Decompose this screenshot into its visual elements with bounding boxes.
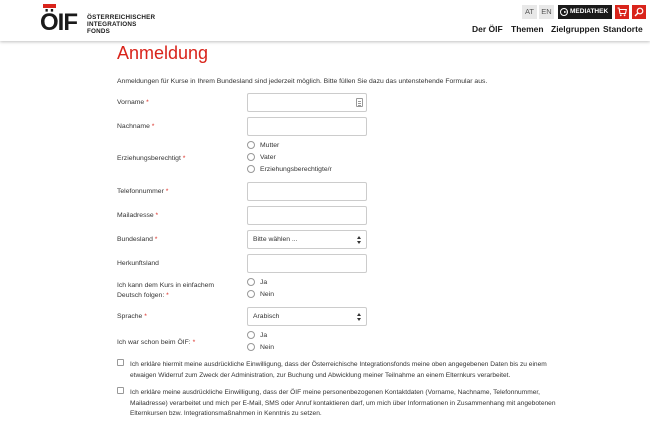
consent-checkbox[interactable] (117, 359, 124, 366)
select-arrows-icon (357, 236, 362, 244)
consent-checkbox[interactable] (117, 387, 124, 394)
nav-standorte[interactable]: Standorte (603, 24, 643, 34)
radio-button[interactable] (247, 290, 255, 298)
herkunft-label: Herkunftsland (117, 260, 159, 267)
consent-text: Ich erkläre hiermit meine ausdrückliche Einwilligung, dass der Österreichische Integrationsfonds meine oben angegebenen Daten bis zu einem etwaigen Widerruf zum Zweck der Administration, zur Buchung und Abwicklung meiner Teilnahme an einem Elternkurs verarbeitet. (130, 361, 547, 379)
oif-label: Ich war schon beim ÖIF: * (117, 339, 196, 346)
contact-card-icon (356, 98, 363, 107)
lang-en[interactable]: EN (539, 5, 554, 19)
logo-letters: ÖIF (40, 9, 77, 36)
select-arrows-icon (357, 313, 362, 321)
nachname-input[interactable] (247, 117, 367, 136)
deutsch-label: Ich kann dem Kurs in einfachem Deutsch folgen: * (117, 282, 215, 299)
play-icon (560, 8, 568, 16)
radio-label: Nein (260, 291, 274, 298)
telefon-input[interactable] (247, 182, 367, 201)
bundesland-value: Bitte wählen ... (253, 236, 298, 243)
radio-button[interactable] (247, 331, 255, 339)
herkunft-input[interactable] (247, 254, 367, 273)
radio-button[interactable] (247, 343, 255, 351)
radio-label: Erziehungsberechtigte/r (260, 166, 332, 173)
sprache-label: Sprache * (117, 313, 147, 320)
vorname-label: Vorname * (117, 99, 149, 106)
cart-icon (617, 7, 627, 17)
site-header (0, 0, 650, 41)
radio-button[interactable] (247, 141, 255, 149)
erziehung-label: Erziehungsberechtigt * (117, 155, 186, 162)
vorname-input[interactable] (247, 93, 367, 112)
logo-line-3: FONDS (87, 28, 111, 35)
telefon-label: Telefonnummer * (117, 188, 169, 195)
mail-input[interactable] (247, 206, 367, 225)
radio-label: Ja (260, 279, 268, 286)
mail-label: Mailadresse * (117, 212, 159, 219)
sprache-value: Arabisch (253, 313, 280, 320)
cart-button[interactable] (615, 5, 629, 19)
radio-button[interactable] (247, 278, 255, 286)
search-button[interactable] (632, 5, 646, 19)
nachname-label: Nachname * (117, 123, 155, 130)
mediathek-button[interactable] (558, 5, 612, 19)
consent-text: Ich erkläre meine ausdrückliche Einwilligung, dass der ÖIF meine personenbezogenen Kontaktdaten (Vorname, Nachname, Telefonnummer, Mailadresse) verarbeitet und mich per E-Mail, SMS oder Anruf kontaktieren darf, um mich über Informationen in Zusammenhang mit angebotenen Elternkursen bzw. Integrationsmaßnahmen in Kenntnis zu setzen. (130, 389, 556, 417)
logo-line-1: ÖSTERREICHISCHER (87, 14, 156, 21)
mediathek-label: MEDIATHEK (570, 8, 609, 15)
nav-der-oif[interactable]: Der ÖIF (472, 24, 503, 34)
lang-at[interactable]: AT (522, 5, 537, 19)
logo-red-bar (43, 4, 56, 8)
nav-themen[interactable]: Themen (511, 24, 544, 34)
radio-label: Ja (260, 332, 268, 339)
page-title: Anmeldung (117, 43, 209, 63)
radio-button[interactable] (247, 153, 255, 161)
radio-label: Mutter (260, 142, 280, 149)
radio-button[interactable] (247, 165, 255, 173)
radio-label: Nein (260, 344, 274, 351)
logo-text (87, 14, 155, 35)
nav-zielgruppen[interactable]: Zielgruppen (551, 24, 600, 34)
sprache-select[interactable] (247, 307, 367, 326)
search-icon (634, 7, 644, 17)
bundesland-select[interactable] (247, 230, 367, 249)
logo-line-2: INTEGRATIONS (87, 21, 137, 28)
radio-label: Vater (260, 154, 276, 161)
form-intro: Anmeldungen für Kurse in Ihrem Bundesland sind jederzeit möglich. Bitte füllen Sie dazu das untenstehende Formular aus. (117, 78, 488, 85)
bundesland-label: Bundesland * (117, 236, 158, 243)
